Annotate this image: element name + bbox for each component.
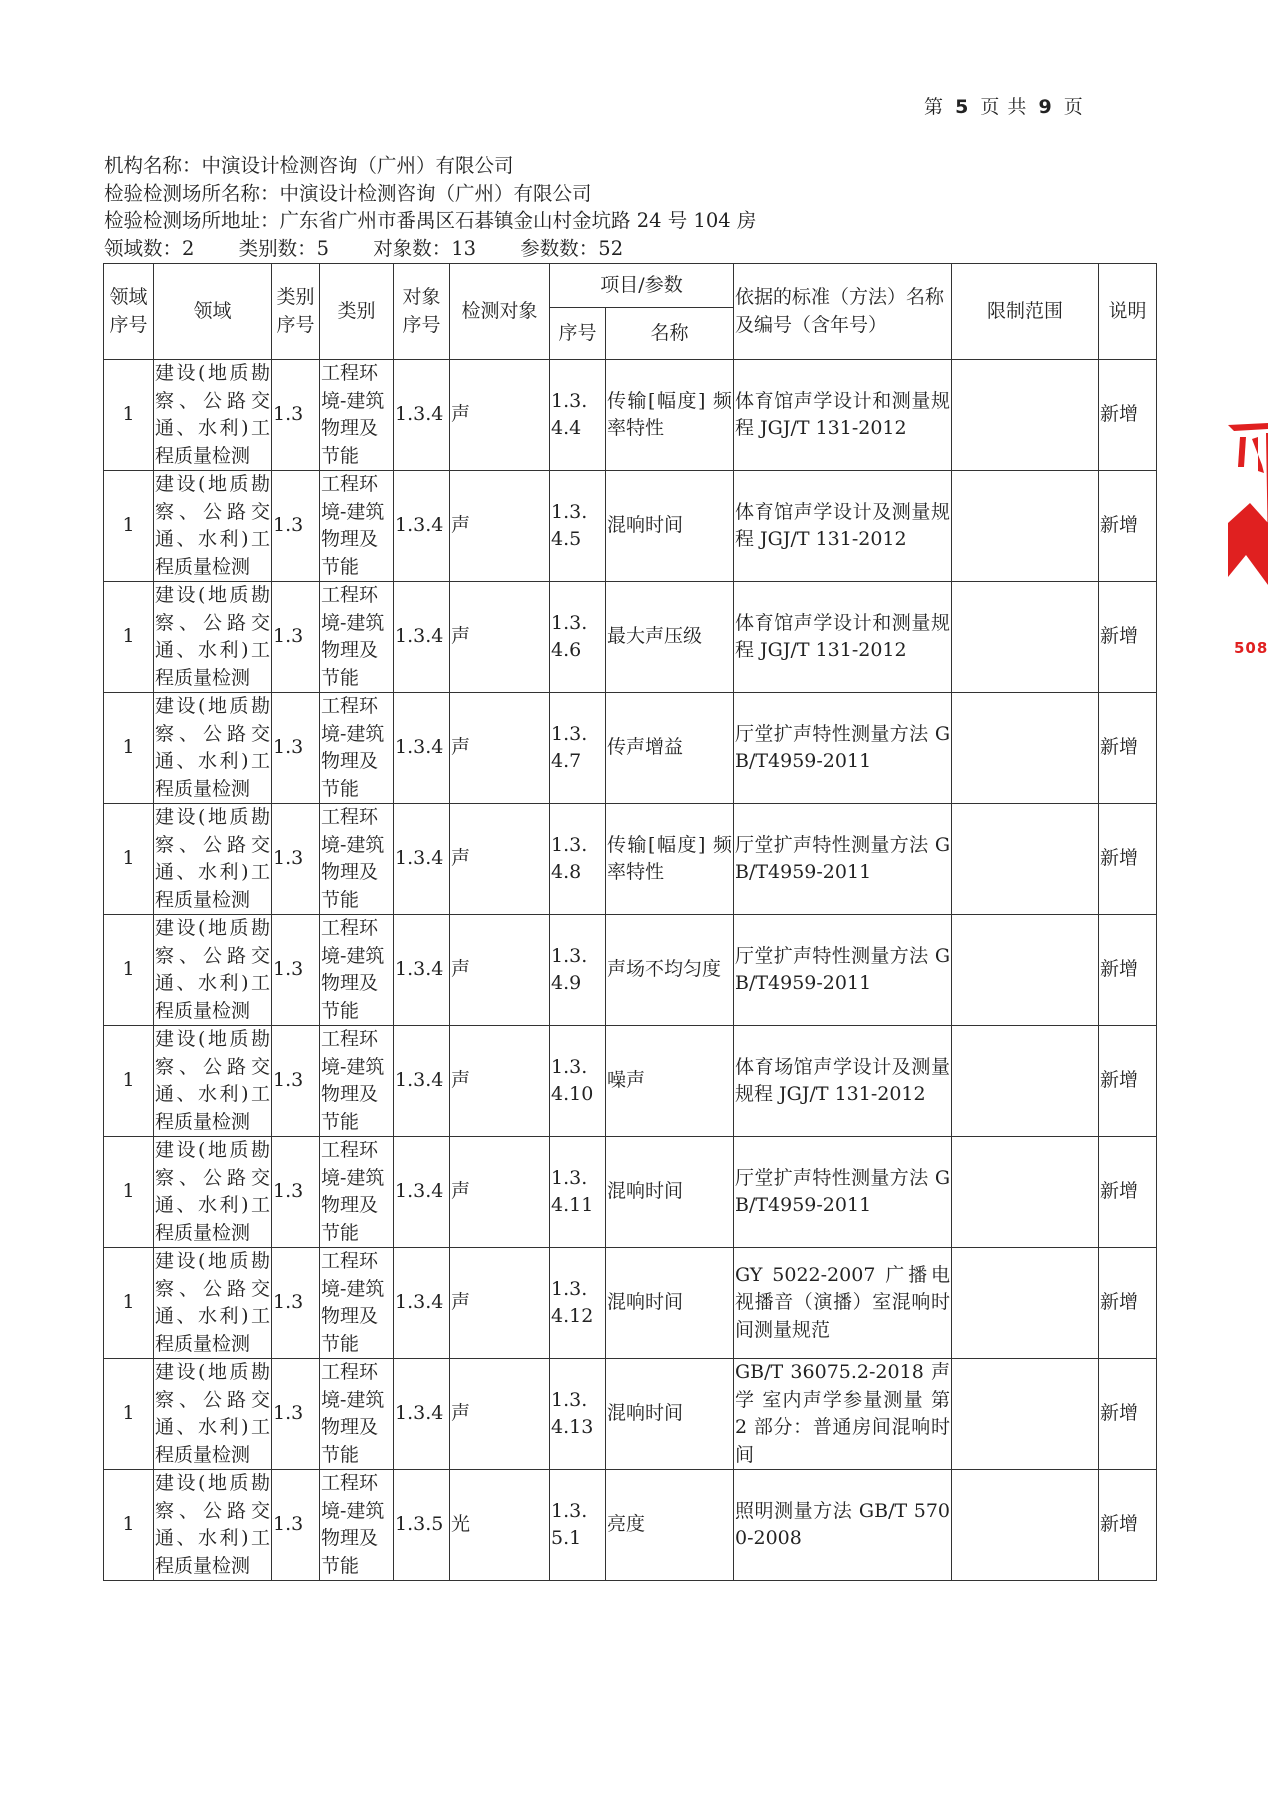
cell-item-no: 1.3.4.9 — [550, 915, 606, 1026]
cell-category: 工程环境-建筑物理及节能 — [320, 915, 394, 1026]
cell-category: 工程环境-建筑物理及节能 — [320, 1248, 394, 1359]
cell-object: 光 — [450, 1470, 550, 1581]
org-name: 机构名称：中演设计检测咨询（广州）有限公司 — [104, 154, 514, 177]
cell-item-name: 噪声 — [606, 1026, 734, 1137]
cell-limit — [952, 915, 1099, 1026]
cell-standard: 体育馆声学设计及测量规程 JGJ/T 131-2012 — [734, 471, 952, 582]
cell-note: 新增 — [1099, 360, 1157, 471]
header-note: 说明 — [1099, 264, 1157, 360]
total-pages: 9 — [1038, 96, 1053, 118]
cell-note: 新增 — [1099, 1137, 1157, 1248]
cell-domain-no: 1 — [104, 1470, 154, 1581]
cell-item-no: 1.3.4.8 — [550, 804, 606, 915]
cell-note: 新增 — [1099, 1026, 1157, 1137]
cell-object: 声 — [450, 1359, 550, 1470]
page-prefix: 第 — [924, 96, 945, 118]
page-mid: 页 共 — [980, 96, 1028, 118]
cell-object: 声 — [450, 1026, 550, 1137]
cell-category-no: 1.3 — [272, 915, 320, 1026]
seal-stamp — [1228, 415, 1268, 695]
cell-category: 工程环境-建筑物理及节能 — [320, 693, 394, 804]
cell-standard: 厅堂扩声特性测量方法 GB/T4959-2011 — [734, 915, 952, 1026]
cell-limit — [952, 1470, 1099, 1581]
cell-item-name: 传输[幅度] 频率特性 — [606, 360, 734, 471]
cell-note: 新增 — [1099, 915, 1157, 1026]
table-row — [104, 915, 1157, 1026]
header-item-group: 项目/参数 — [550, 264, 734, 308]
cell-domain-no: 1 — [104, 804, 154, 915]
cell-limit — [952, 804, 1099, 915]
cell-item-no: 1.3.4.13 — [550, 1359, 606, 1470]
cell-note: 新增 — [1099, 1248, 1157, 1359]
cell-item-name: 传输[幅度] 频率特性 — [606, 804, 734, 915]
site-name: 检验检测场所名称：中演设计检测咨询（广州）有限公司 — [104, 181, 592, 205]
cell-object-no: 1.3.4 — [394, 1359, 450, 1470]
cell-object: 声 — [450, 804, 550, 915]
cell-domain: 建设(地质勘察、公路交通、水利)工程质量检测 — [154, 804, 272, 915]
cell-domain-no: 1 — [104, 1248, 154, 1359]
cell-limit — [952, 360, 1099, 471]
cell-standard: 厅堂扩声特性测量方法 GB/T4959-2011 — [734, 693, 952, 804]
cell-item-no: 1.3.4.5 — [550, 471, 606, 582]
cell-limit — [952, 1026, 1099, 1137]
seal-stamp-fragment — [1228, 423, 1268, 585]
cell-domain-no: 1 — [104, 1137, 154, 1248]
cell-item-no: 1.3.4.4 — [550, 360, 606, 471]
cell-domain-no: 1 — [104, 360, 154, 471]
cell-category: 工程环境-建筑物理及节能 — [320, 471, 394, 582]
table-row — [104, 360, 1157, 471]
table-row — [104, 582, 1157, 693]
cell-category-no: 1.3 — [272, 1470, 320, 1581]
cell-object-no: 1.3.4 — [394, 582, 450, 693]
cell-category-no: 1.3 — [272, 360, 320, 471]
cell-limit — [952, 582, 1099, 693]
cell-domain: 建设(地质勘察、公路交通、水利)工程质量检测 — [154, 471, 272, 582]
cell-domain: 建设(地质勘察、公路交通、水利)工程质量检测 — [154, 693, 272, 804]
cell-item-name: 混响时间 — [606, 1248, 734, 1359]
cell-item-name: 传声增益 — [606, 693, 734, 804]
cell-category: 工程环境-建筑物理及节能 — [320, 804, 394, 915]
header-item-name: 名称 — [606, 308, 734, 360]
cell-category-no: 1.3 — [272, 471, 320, 582]
cell-category-no: 1.3 — [272, 1359, 320, 1470]
table-row — [104, 1248, 1157, 1359]
cell-object-no: 1.3.4 — [394, 471, 450, 582]
cell-domain: 建设(地质勘察、公路交通、水利)工程质量检测 — [154, 915, 272, 1026]
cell-standard: 体育馆声学设计和测量规程 JGJ/T 131-2012 — [734, 360, 952, 471]
cell-standard: 厅堂扩声特性测量方法 GB/T4959-2011 — [734, 1137, 952, 1248]
counts-line — [104, 235, 756, 263]
cell-object: 声 — [450, 693, 550, 804]
header-category: 类别 — [320, 264, 394, 360]
cell-object-no: 1.3.4 — [394, 1026, 450, 1137]
cell-item-no: 1.3.5.1 — [550, 1470, 606, 1581]
cell-note: 新增 — [1099, 1359, 1157, 1470]
cell-item-name: 声场不均匀度 — [606, 915, 734, 1026]
cell-limit — [952, 1137, 1099, 1248]
parameter-count: 参数数：52 — [520, 236, 624, 260]
cell-category-no: 1.3 — [272, 693, 320, 804]
category-count: 类别数：5 — [238, 236, 330, 260]
cell-limit — [952, 471, 1099, 582]
cell-note: 新增 — [1099, 804, 1157, 915]
cell-category-no: 1.3 — [272, 582, 320, 693]
cell-object: 声 — [450, 1137, 550, 1248]
header-object-no: 对象序号 — [394, 264, 450, 360]
cell-domain-no: 1 — [104, 1359, 154, 1470]
table-row — [104, 471, 1157, 582]
cell-domain: 建设(地质勘察、公路交通、水利)工程质量检测 — [154, 1026, 272, 1137]
header-item-no: 序号 — [550, 308, 606, 360]
site-address: 检验检测场所地址：广东省广州市番禺区石碁镇金山村金坑路 24 号 104 房 — [104, 209, 757, 232]
page-suffix: 页 — [1063, 96, 1084, 118]
cell-category-no: 1.3 — [272, 1137, 320, 1248]
scope-table — [103, 263, 1157, 1581]
cell-item-no: 1.3.4.11 — [550, 1137, 606, 1248]
cell-domain-no: 1 — [104, 915, 154, 1026]
header-category-no: 类别序号 — [272, 264, 320, 360]
header-domain-no: 领域序号 — [104, 264, 154, 360]
cell-category-no: 1.3 — [272, 804, 320, 915]
cell-category: 工程环境-建筑物理及节能 — [320, 1359, 394, 1470]
header-domain: 领域 — [154, 264, 272, 360]
cell-item-no: 1.3.4.10 — [550, 1026, 606, 1137]
cell-item-name: 混响时间 — [606, 471, 734, 582]
cell-category: 工程环境-建筑物理及节能 — [320, 360, 394, 471]
cell-object-no: 1.3.4 — [394, 693, 450, 804]
header-standard: 依据的标准（方法）名称及编号（含年号） — [734, 264, 952, 360]
cell-domain: 建设(地质勘察、公路交通、水利)工程质量检测 — [154, 360, 272, 471]
seal-stamp-number: 508 — [1234, 639, 1268, 657]
header-limit: 限制范围 — [952, 264, 1099, 360]
cell-note: 新增 — [1099, 471, 1157, 582]
document-header — [104, 152, 756, 262]
cell-limit — [952, 1359, 1099, 1470]
cell-domain: 建设(地质勘察、公路交通、水利)工程质量检测 — [154, 1359, 272, 1470]
cell-category: 工程环境-建筑物理及节能 — [320, 1026, 394, 1137]
object-count: 对象数：13 — [373, 236, 477, 260]
cell-standard: 体育馆声学设计和测量规程 JGJ/T 131-2012 — [734, 582, 952, 693]
cell-object: 声 — [450, 471, 550, 582]
table-row — [104, 1470, 1157, 1581]
cell-item-name: 亮度 — [606, 1470, 734, 1581]
domain-count: 领域数：2 — [104, 236, 195, 260]
cell-object: 声 — [450, 360, 550, 471]
cell-limit — [952, 1248, 1099, 1359]
cell-note: 新增 — [1099, 582, 1157, 693]
cell-domain-no: 1 — [104, 582, 154, 693]
table-body — [104, 360, 1157, 1581]
cell-item-no: 1.3.4.12 — [550, 1248, 606, 1359]
cell-domain-no: 1 — [104, 471, 154, 582]
cell-standard: GB/T 36075.2-2018 声学 室内声学参量测量 第 2 部分：普通房间混响时间 — [734, 1359, 952, 1470]
cell-standard: 厅堂扩声特性测量方法 GB/T4959-2011 — [734, 804, 952, 915]
cell-item-no: 1.3.4.6 — [550, 582, 606, 693]
cell-object: 声 — [450, 582, 550, 693]
cell-domain: 建设(地质勘察、公路交通、水利)工程质量检测 — [154, 1137, 272, 1248]
cell-object-no: 1.3.4 — [394, 804, 450, 915]
cell-standard: 体育场馆声学设计及测量规程 JGJ/T 131-2012 — [734, 1026, 952, 1137]
cell-object-no: 1.3.4 — [394, 1248, 450, 1359]
cell-standard: 照明测量方法 GB/T 5700-2008 — [734, 1470, 952, 1581]
cell-item-name: 混响时间 — [606, 1137, 734, 1248]
cell-object: 声 — [450, 915, 550, 1026]
cell-object-no: 1.3.4 — [394, 1137, 450, 1248]
cell-item-no: 1.3.4.7 — [550, 693, 606, 804]
cell-note: 新增 — [1099, 693, 1157, 804]
cell-limit — [952, 693, 1099, 804]
current-page: 5 — [955, 96, 970, 118]
cell-item-name: 最大声压级 — [606, 582, 734, 693]
cell-domain: 建设(地质勘察、公路交通、水利)工程质量检测 — [154, 582, 272, 693]
table-row — [104, 1137, 1157, 1248]
cell-object: 声 — [450, 1248, 550, 1359]
header-object: 检测对象 — [450, 264, 550, 360]
cell-object-no: 1.3.4 — [394, 915, 450, 1026]
cell-domain: 建设(地质勘察、公路交通、水利)工程质量检测 — [154, 1248, 272, 1359]
cell-category-no: 1.3 — [272, 1026, 320, 1137]
table-row — [104, 1359, 1157, 1470]
cell-item-name: 混响时间 — [606, 1359, 734, 1470]
table-row — [104, 693, 1157, 804]
table-row — [104, 1026, 1157, 1137]
cell-object-no: 1.3.4 — [394, 360, 450, 471]
cell-category: 工程环境-建筑物理及节能 — [320, 1470, 394, 1581]
cell-domain-no: 1 — [104, 693, 154, 804]
cell-object-no: 1.3.5 — [394, 1470, 450, 1581]
cell-category-no: 1.3 — [272, 1248, 320, 1359]
page-number — [924, 92, 1084, 119]
cell-note: 新增 — [1099, 1470, 1157, 1581]
cell-domain: 建设(地质勘察、公路交通、水利)工程质量检测 — [154, 1470, 272, 1581]
cell-category: 工程环境-建筑物理及节能 — [320, 582, 394, 693]
cell-standard: GY 5022-2007 广播电视播音（演播）室混响时间测量规范 — [734, 1248, 952, 1359]
cell-category: 工程环境-建筑物理及节能 — [320, 1137, 394, 1248]
table-row — [104, 804, 1157, 915]
cell-domain-no: 1 — [104, 1026, 154, 1137]
